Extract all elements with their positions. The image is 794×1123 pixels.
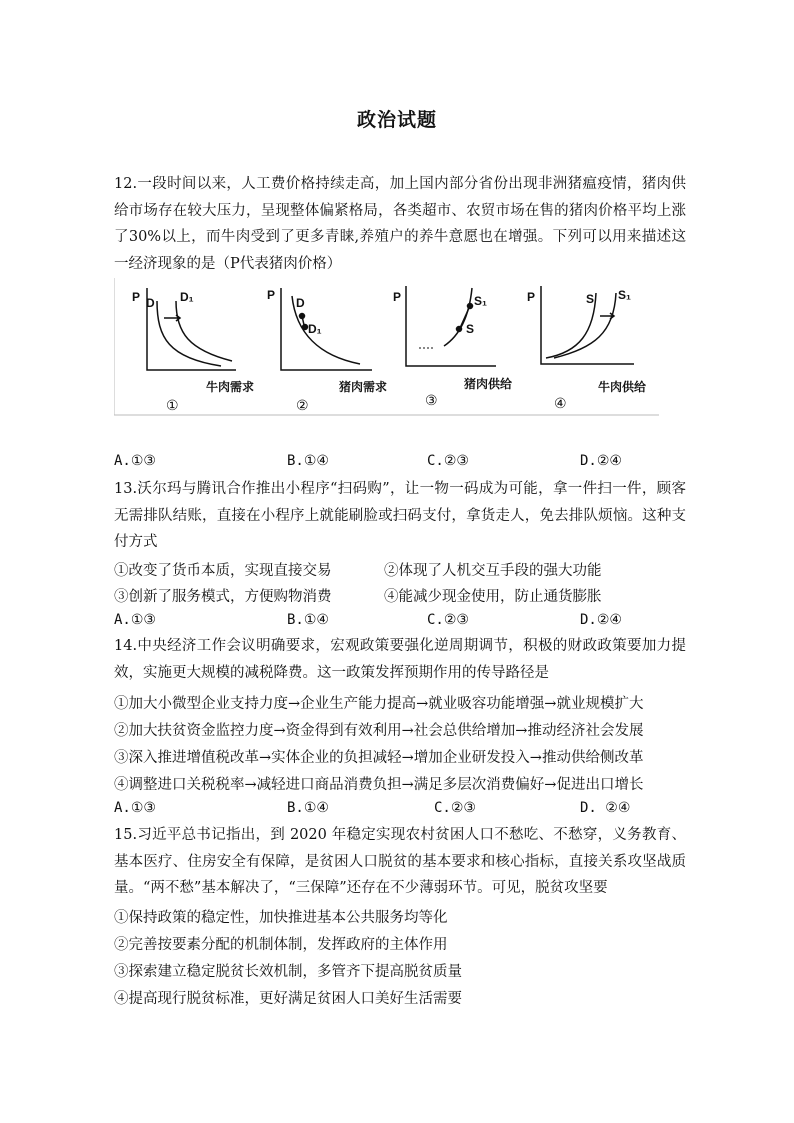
graph-1-number: ① — [166, 398, 179, 414]
graph-4-curve-s1: S₁ — [618, 288, 631, 302]
graph-2-number: ② — [296, 398, 309, 414]
q12-options — [114, 453, 674, 473]
graph-2-curve-d1: D₁ — [308, 322, 322, 336]
graph-4-curve-s: S — [586, 292, 595, 306]
q14-option-b[interactable]: B.①④ — [287, 800, 329, 816]
q14-options — [114, 800, 674, 820]
graph-3-axis-label: P — [393, 290, 402, 304]
graph-2 — [281, 288, 372, 370]
graph-4-axis-label: P — [527, 290, 536, 304]
q12-option-d[interactable]: D.②④ — [580, 453, 622, 469]
graph-3-curve-s1: S₁ — [474, 294, 487, 308]
q14-stem: 14.中央经济工作会议明确要求，宏观政策要强化逆周期调节，积极的财政政策要加力提效，实施更大规模的减税降费。这一政策发挥预期作用的传导路径是 — [114, 638, 686, 681]
graph-4-number: ④ — [554, 396, 567, 412]
q15-item-1: ①保持政策的稳定性，加快推进基本公共服务均等化 — [114, 910, 448, 926]
q13-option-c[interactable]: C.②③ — [427, 612, 469, 628]
q14-item-1: ①加大小微型企业支持力度→企业生产能力提高→就业吸容功能增强→就业规模扩大 — [114, 696, 644, 712]
q14-option-c[interactable]: C.②③ — [434, 800, 476, 816]
q14-item-3: ③深入推进增值税改革→实体企业的负担减轻→增加企业研发投入→推动供给侧改革 — [114, 750, 644, 766]
graph-3-caption: 猪肉供给 — [464, 377, 513, 391]
q13-option-d[interactable]: D.②④ — [580, 612, 622, 628]
q12-option-c[interactable]: C.②③ — [427, 453, 469, 469]
graph-1-caption: 牛肉需求 — [206, 380, 255, 394]
q13-item-3: ③创新了服务模式，方便购物消费 — [114, 589, 332, 605]
q14-option-a[interactable]: A.①③ — [114, 800, 156, 816]
q13-item-1: ①改变了货币本质，实现直接交易 — [114, 563, 332, 579]
q12-option-b[interactable]: B.①④ — [287, 453, 329, 469]
q12-figure — [114, 278, 659, 416]
q13-item-2: ②体现了人机交互手段的强大功能 — [384, 563, 602, 579]
q13-options — [114, 612, 674, 632]
graph-1-curve-d1: D₁ — [180, 290, 194, 304]
graph-2-axis-label: P — [267, 288, 276, 302]
q13-stem: 13.沃尔玛与腾讯合作推出小程序“扫码购”，让一物一码成为可能，拿一件扫一件，顾客无需排队结账，直接在小程序上就能刷脸或扫码支付，拿货走人，免去排队烦恼。这种支付方式 — [114, 481, 686, 550]
graph-3-curve-s: S — [466, 322, 475, 336]
q12-stem: 12.一段时间以来，人工费价格持续走高，加上国内部分省份出现非洲猪瘟疫情，猪肉供给市场存在较大压力，呈现整体偏紧格局，各类超市、农贸市场在售的猪肉价格平均上涨了30%以上，而牛肉受到了更多青睐,养殖户的养牛意愿也在增强。下列可以用来描述这一经济现象的是（P代表猪肉价格） — [114, 176, 686, 272]
q12-option-a[interactable]: A.①③ — [114, 453, 156, 469]
q14-item-4: ④调整进口关税税率→减轻进口商品消费负担→满足多层次消费偏好→促进出口增长 — [114, 777, 644, 793]
q13-item-4: ④能减少现金使用，防止通货膨胀 — [384, 589, 602, 605]
q13-option-b[interactable]: B.①④ — [287, 612, 329, 628]
q14-option-d[interactable]: D. ②④ — [580, 800, 631, 816]
graph-4-caption: 牛肉供给 — [598, 380, 647, 394]
q14-item-2: ②加大扶贫资金监控力度→资金得到有效利用→社会总供给增加→推动经济社会发展 — [114, 723, 644, 739]
q15-item-4: ④提高现行脱贫标准，更好满足贫困人口美好生活需要 — [114, 991, 462, 1007]
q12-graphs — [114, 278, 659, 416]
graph-3-number: ③ — [425, 393, 438, 409]
q15-stem: 15.习近平总书记指出，到 2020 年稳定实现农村贫困人口不愁吃、不愁穿，义务教育、基本医疗、住房安全有保障，是贫困人口脱贫的基本要求和核心指标，直接关系攻坚战质量。“两不愁”基本解决了，“三保障”还存在不少薄弱环节。可见，脱贫攻坚要 — [114, 827, 686, 896]
graph-1-axis-label: P — [132, 290, 141, 304]
graph-2-caption: 猪肉需求 — [339, 380, 388, 394]
page-title: 政治试题 — [356, 109, 437, 131]
q13-option-a[interactable]: A.①③ — [114, 612, 156, 628]
graph-1-curve-d: D — [146, 296, 155, 310]
q15-item-3: ③探索建立稳定脱贫长效机制，多管齐下提高脱贫质量 — [114, 964, 462, 980]
graph-2-curve-d: D — [296, 296, 305, 310]
q15-item-2: ②完善按要素分配的机制体制，发挥政府的主体作用 — [114, 937, 448, 953]
